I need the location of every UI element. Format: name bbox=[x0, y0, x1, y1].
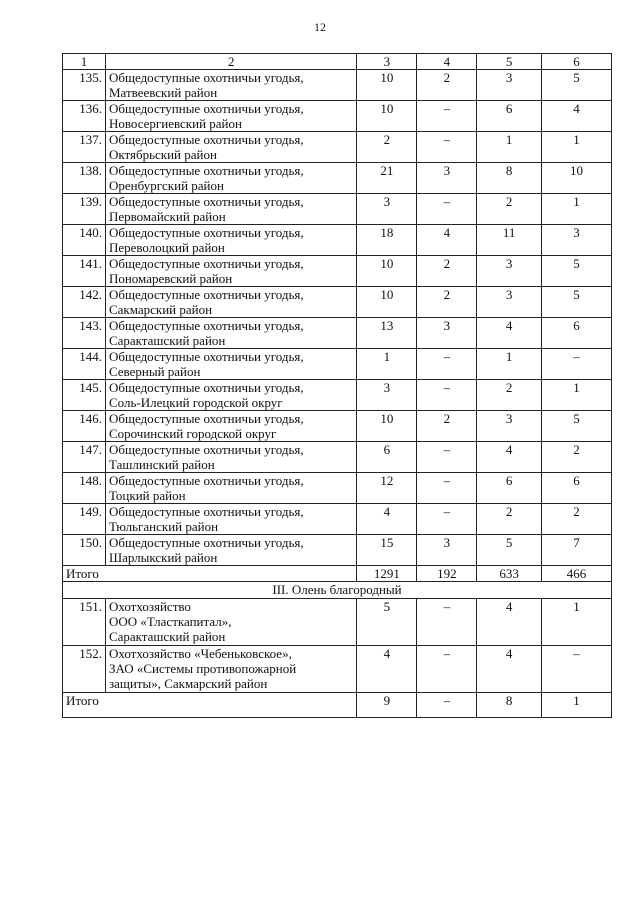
value-cell: 10 bbox=[357, 411, 417, 442]
value-cell: 6 bbox=[477, 473, 542, 504]
value-cell: 3 bbox=[417, 163, 477, 194]
value-cell: 2 bbox=[417, 411, 477, 442]
cell-line: Общедоступные охотничьи угодья, bbox=[108, 132, 304, 147]
row-name bbox=[105, 256, 357, 287]
row-number: 144. bbox=[63, 349, 106, 380]
header-cell: 6 bbox=[542, 54, 612, 70]
row-name bbox=[105, 194, 357, 225]
value-cell: 1 bbox=[542, 599, 612, 646]
cell-line: Общедоступные охотничьи угодья, bbox=[108, 473, 304, 488]
row-number: 139. bbox=[63, 194, 106, 225]
table-row bbox=[63, 504, 612, 535]
value-cell: 4 bbox=[477, 599, 542, 646]
table-row bbox=[63, 318, 612, 349]
value-cell: 4 bbox=[477, 442, 542, 473]
cell-line: Сорочинский городской округ bbox=[108, 426, 277, 441]
row-number: 150. bbox=[63, 535, 106, 566]
total-value: 1 bbox=[542, 693, 612, 718]
value-cell: – bbox=[542, 646, 612, 693]
cell-line: Общедоступные охотничьи угодья, bbox=[108, 380, 304, 395]
section-title: III. Олень благородный bbox=[63, 582, 612, 599]
row-number: 152. bbox=[63, 646, 106, 693]
cell-line: Общедоступные охотничьи угодья, bbox=[108, 318, 304, 333]
value-cell: – bbox=[417, 194, 477, 225]
value-cell: 5 bbox=[477, 535, 542, 566]
value-cell: 4 bbox=[357, 504, 417, 535]
value-cell: 3 bbox=[417, 535, 477, 566]
row-name bbox=[105, 163, 357, 194]
value-cell: 2 bbox=[417, 287, 477, 318]
cell-line: Общедоступные охотничьи угодья, bbox=[108, 256, 304, 271]
row-number: 146. bbox=[63, 411, 106, 442]
row-number: 137. bbox=[63, 132, 106, 163]
value-cell: – bbox=[417, 442, 477, 473]
row-name bbox=[105, 349, 357, 380]
row-name bbox=[105, 599, 357, 646]
value-cell: 2 bbox=[477, 504, 542, 535]
row-number: 147. bbox=[63, 442, 106, 473]
value-cell: 15 bbox=[357, 535, 417, 566]
table-row bbox=[63, 380, 612, 411]
value-cell: 6 bbox=[477, 101, 542, 132]
value-cell: 5 bbox=[542, 411, 612, 442]
header-cell: 2 bbox=[105, 54, 357, 70]
table-row bbox=[63, 287, 612, 318]
value-cell: 10 bbox=[357, 256, 417, 287]
value-cell: 6 bbox=[542, 473, 612, 504]
value-cell: 1 bbox=[542, 132, 612, 163]
cell-line: Северный район bbox=[108, 364, 201, 379]
table-row bbox=[63, 599, 612, 646]
value-cell: – bbox=[542, 349, 612, 380]
row-number: 145. bbox=[63, 380, 106, 411]
value-cell: 4 bbox=[542, 101, 612, 132]
cell-line: Охотхозяйство bbox=[108, 599, 191, 614]
row-name bbox=[105, 411, 357, 442]
value-cell: 18 bbox=[357, 225, 417, 256]
section-row bbox=[63, 582, 612, 599]
table-row bbox=[63, 101, 612, 132]
row-name bbox=[105, 101, 357, 132]
cell-line: Октябрьский район bbox=[108, 147, 217, 162]
total-value: 8 bbox=[477, 693, 542, 718]
value-cell: 12 bbox=[357, 473, 417, 504]
cell-line: Общедоступные охотничьи угодья, bbox=[108, 194, 304, 209]
cell-line: Общедоступные охотничьи угодья, bbox=[108, 349, 304, 364]
value-cell: 1 bbox=[542, 194, 612, 225]
cell-line: Матвеевский район bbox=[108, 85, 218, 100]
value-cell: – bbox=[417, 101, 477, 132]
value-cell: 6 bbox=[542, 318, 612, 349]
cell-line: Соль-Илецкий городской округ bbox=[108, 395, 283, 410]
total-value: – bbox=[417, 693, 477, 718]
value-cell: 2 bbox=[542, 504, 612, 535]
header-cell: 5 bbox=[477, 54, 542, 70]
value-cell: 10 bbox=[542, 163, 612, 194]
row-number: 142. bbox=[63, 287, 106, 318]
row-name bbox=[105, 287, 357, 318]
cell-line: Общедоступные охотничьи угодья, bbox=[108, 442, 304, 457]
table-row bbox=[63, 70, 612, 101]
total-value: 1291 bbox=[357, 566, 417, 582]
cell-line: Саракташский район bbox=[108, 333, 226, 348]
row-name bbox=[105, 318, 357, 349]
value-cell: 3 bbox=[542, 225, 612, 256]
cell-line: Первомайский район bbox=[108, 209, 226, 224]
total-row bbox=[63, 693, 612, 718]
value-cell: 10 bbox=[357, 287, 417, 318]
value-cell: 4 bbox=[417, 225, 477, 256]
row-number: 149. bbox=[63, 504, 106, 535]
row-name bbox=[105, 473, 357, 504]
value-cell: 2 bbox=[542, 442, 612, 473]
row-name bbox=[105, 225, 357, 256]
value-cell: 3 bbox=[477, 411, 542, 442]
table-row bbox=[63, 194, 612, 225]
value-cell: 21 bbox=[357, 163, 417, 194]
value-cell: 4 bbox=[477, 646, 542, 693]
table-row bbox=[63, 256, 612, 287]
value-cell: 13 bbox=[357, 318, 417, 349]
value-cell: – bbox=[417, 599, 477, 646]
value-cell: 10 bbox=[357, 70, 417, 101]
cell-line: защиты», Сакмарский район bbox=[108, 676, 268, 691]
page-number: 12 bbox=[314, 20, 326, 34]
value-cell: 4 bbox=[477, 318, 542, 349]
value-cell: 5 bbox=[542, 256, 612, 287]
table-row bbox=[63, 349, 612, 380]
value-cell: 2 bbox=[477, 194, 542, 225]
value-cell: 5 bbox=[542, 70, 612, 101]
cell-line: Охотхозяйство «Чебеньковское», bbox=[108, 646, 292, 661]
value-cell: 3 bbox=[357, 194, 417, 225]
value-cell: 8 bbox=[477, 163, 542, 194]
cell-line: Общедоступные охотничьи угодья, bbox=[108, 70, 304, 85]
cell-line: Сакмарский район bbox=[108, 302, 213, 317]
value-cell: 3 bbox=[357, 380, 417, 411]
cell-line: Общедоступные охотничьи угодья, bbox=[108, 225, 304, 240]
cell-line: Новосергиевский район bbox=[108, 116, 242, 131]
cell-line: Общедоступные охотничьи угодья, bbox=[108, 504, 304, 519]
header-cell: 4 bbox=[417, 54, 477, 70]
value-cell: 10 bbox=[357, 101, 417, 132]
value-cell: 1 bbox=[477, 349, 542, 380]
value-cell: 2 bbox=[477, 380, 542, 411]
row-number: 138. bbox=[63, 163, 106, 194]
value-cell: 2 bbox=[417, 70, 477, 101]
cell-line: Общедоступные охотничьи угодья, bbox=[108, 535, 304, 550]
value-cell: 4 bbox=[357, 646, 417, 693]
row-name bbox=[105, 504, 357, 535]
value-cell: 2 bbox=[417, 256, 477, 287]
row-name bbox=[105, 132, 357, 163]
header-row bbox=[63, 54, 612, 70]
value-cell: 7 bbox=[542, 535, 612, 566]
table-row bbox=[63, 535, 612, 566]
cell-line: Шарлыкский район bbox=[108, 550, 218, 565]
cell-line: Тюльганский район bbox=[108, 519, 219, 534]
row-name bbox=[105, 442, 357, 473]
table-row bbox=[63, 646, 612, 693]
total-value: 466 bbox=[542, 566, 612, 582]
value-cell: 3 bbox=[477, 287, 542, 318]
value-cell: 3 bbox=[417, 318, 477, 349]
value-cell: – bbox=[417, 132, 477, 163]
total-label: Итого bbox=[63, 566, 357, 582]
value-cell: 1 bbox=[477, 132, 542, 163]
row-number: 136. bbox=[63, 101, 106, 132]
value-cell: 2 bbox=[357, 132, 417, 163]
cell-line: Оренбургский район bbox=[108, 178, 224, 193]
table-row bbox=[63, 132, 612, 163]
row-name bbox=[105, 535, 357, 566]
header-cell: 1 bbox=[63, 54, 106, 70]
total-value: 9 bbox=[357, 693, 417, 718]
value-cell: – bbox=[417, 504, 477, 535]
value-cell: 11 bbox=[477, 225, 542, 256]
value-cell: – bbox=[417, 473, 477, 504]
cell-line: Переволоцкий район bbox=[108, 240, 225, 255]
cell-line: Саракташский район bbox=[108, 629, 226, 644]
row-name bbox=[105, 380, 357, 411]
cell-line: Общедоступные охотничьи угодья, bbox=[108, 287, 304, 302]
row-name bbox=[105, 70, 357, 101]
value-cell: – bbox=[417, 380, 477, 411]
value-cell: 3 bbox=[477, 70, 542, 101]
hunting-quota-table bbox=[62, 53, 612, 718]
row-number: 141. bbox=[63, 256, 106, 287]
table-row bbox=[63, 473, 612, 504]
row-number: 148. bbox=[63, 473, 106, 504]
value-cell: 1 bbox=[357, 349, 417, 380]
value-cell: 3 bbox=[477, 256, 542, 287]
cell-line: ООО «Тласткапитал», bbox=[108, 614, 232, 629]
total-value: 633 bbox=[477, 566, 542, 582]
table-row bbox=[63, 411, 612, 442]
row-number: 143. bbox=[63, 318, 106, 349]
cell-line: Тоцкий район bbox=[108, 488, 186, 503]
table-row bbox=[63, 442, 612, 473]
cell-line: Общедоступные охотничьи угодья, bbox=[108, 163, 304, 178]
value-cell: 1 bbox=[542, 380, 612, 411]
total-label: Итого bbox=[63, 693, 357, 718]
cell-line: Ташлинский район bbox=[108, 457, 215, 472]
table-row bbox=[63, 225, 612, 256]
row-number: 135. bbox=[63, 70, 106, 101]
value-cell: – bbox=[417, 646, 477, 693]
cell-line: Общедоступные охотничьи угодья, bbox=[108, 101, 304, 116]
cell-line: ЗАО «Системы противопожарной bbox=[108, 661, 297, 676]
row-number: 151. bbox=[63, 599, 106, 646]
value-cell: 5 bbox=[357, 599, 417, 646]
value-cell: 6 bbox=[357, 442, 417, 473]
row-number: 140. bbox=[63, 225, 106, 256]
total-row bbox=[63, 566, 612, 582]
cell-line: Пономаревский район bbox=[108, 271, 233, 286]
value-cell: 5 bbox=[542, 287, 612, 318]
table-row bbox=[63, 163, 612, 194]
total-value: 192 bbox=[417, 566, 477, 582]
cell-line: Общедоступные охотничьи угодья, bbox=[108, 411, 304, 426]
row-name bbox=[105, 646, 357, 693]
header-cell: 3 bbox=[357, 54, 417, 70]
value-cell: – bbox=[417, 349, 477, 380]
